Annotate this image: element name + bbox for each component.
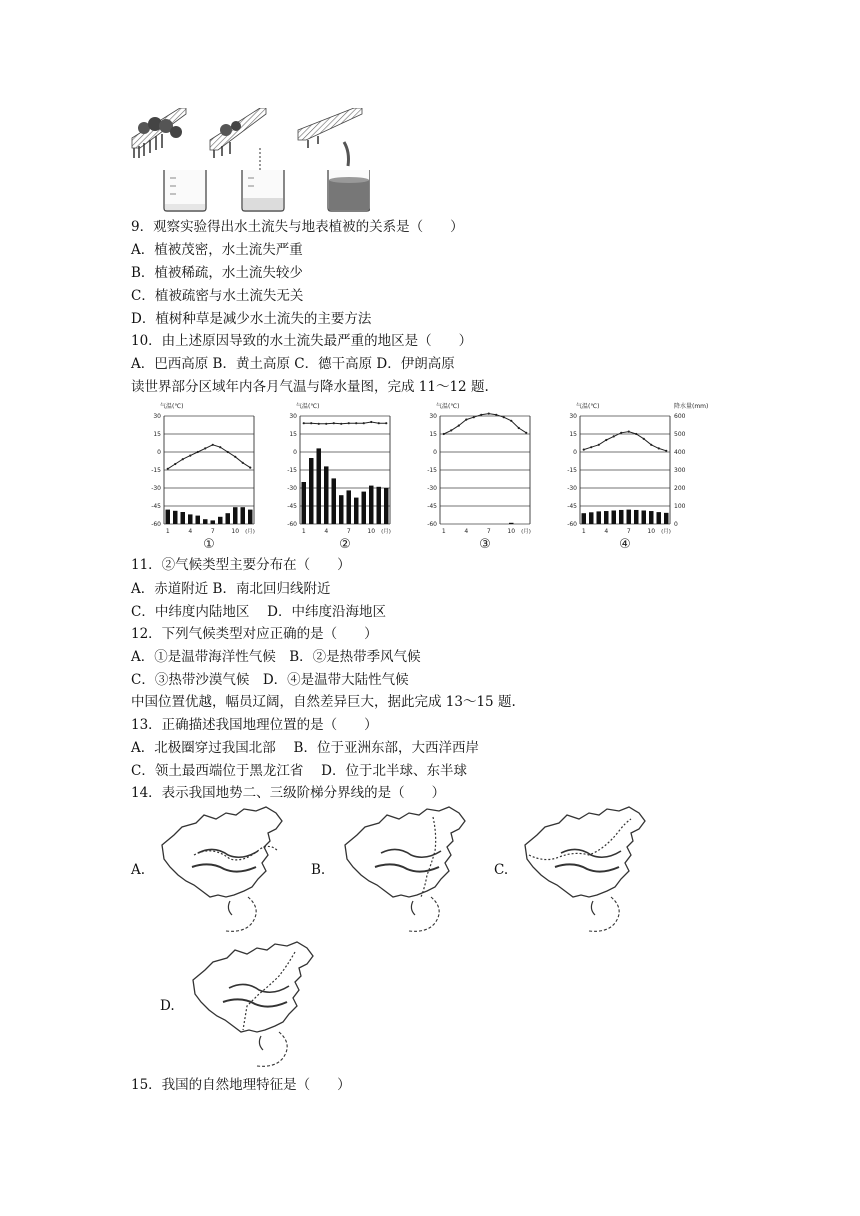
temp-tick-label: -30 — [427, 485, 437, 492]
month-tick-label: 4 — [464, 528, 469, 535]
temp-point — [249, 467, 251, 469]
temp-line — [304, 422, 387, 424]
precip-bar — [597, 511, 602, 524]
temp-point — [450, 429, 452, 431]
q14-option-d-label[interactable]: D. — [160, 998, 175, 1014]
q9-option-b[interactable]: B．植被稀疏，水土流失较少 — [131, 265, 303, 281]
precip-bar — [302, 482, 307, 524]
q10-stem: 10．由上述原因导致的水土流失最严重的地区是（ ） — [131, 333, 473, 349]
precip-tick-label: 400 — [674, 449, 686, 456]
temp-point — [348, 422, 350, 424]
temp-point — [465, 419, 467, 421]
month-unit-label: (月) — [661, 529, 671, 535]
temp-axis-label: 气温(℃) — [160, 403, 184, 410]
month-tick-label: 4 — [604, 528, 609, 535]
month-unit-label: (月) — [521, 529, 531, 535]
slope-bare — [298, 108, 362, 166]
temp-point — [518, 427, 520, 429]
temp-point — [212, 444, 214, 446]
q9-stem: 9．观察实验得出水土流失与地表植被的关系是（ ） — [131, 219, 464, 235]
q12-options-row1[interactable]: A．①是温带海洋性气候 B．②是热带季风气候 — [131, 649, 421, 665]
precip-bar — [233, 507, 238, 524]
temp-tick-label: 15 — [153, 431, 161, 438]
island-outline — [228, 901, 232, 915]
temp-point — [242, 462, 244, 464]
china-map-option-d[interactable] — [183, 940, 333, 1070]
temp-point — [378, 422, 380, 424]
slope-sparse-vegetation — [210, 108, 266, 170]
temp-tick-label: -60 — [287, 521, 297, 528]
q15-stem: 15．我国的自然地理特征是（ ） — [131, 1077, 351, 1093]
temp-point — [167, 468, 169, 470]
temp-point — [665, 450, 667, 452]
precip-bar — [604, 511, 609, 524]
intro-13-15: 中国位置优越，幅员辽阔，自然差异巨大，据此完成 13～15 题. — [131, 694, 516, 710]
temp-point — [363, 422, 365, 424]
precip-bar — [181, 512, 186, 524]
temp-point — [658, 447, 660, 449]
q14-option-c-label[interactable]: C. — [494, 862, 509, 878]
precip-tick-label: 0 — [674, 521, 678, 528]
temp-point — [204, 447, 206, 449]
temp-point — [182, 458, 184, 460]
month-tick-label: 10 — [507, 528, 516, 535]
precip-bar — [354, 498, 359, 524]
precip-tick-label: 600 — [674, 413, 686, 420]
temp-point — [590, 446, 592, 448]
q13-options-row2[interactable]: C．领土最西端位于黑龙江省 D．位于北半球、东半球 — [131, 763, 467, 779]
q10-options[interactable]: A．巴西高原 B．黄土高原 C．德干高原 D．伊朗高原 — [131, 356, 455, 372]
q9-option-a[interactable]: A．植被茂密，水土流失严重 — [131, 242, 303, 258]
q13-stem: 13．正确描述我国地理位置的是（ ） — [131, 717, 378, 733]
precip-bar — [642, 511, 647, 525]
chart-label: ① — [203, 537, 215, 552]
river-line — [381, 849, 441, 857]
temp-tick-label: -15 — [427, 467, 437, 474]
temp-point — [620, 432, 622, 434]
precip-bar — [211, 520, 216, 524]
temp-tick-label: 30 — [289, 413, 297, 420]
temp-point — [219, 446, 221, 448]
river-line — [229, 984, 289, 992]
month-tick-label: 7 — [486, 528, 491, 535]
precip-bar — [309, 458, 314, 524]
q11-stem: 11．②气候类型主要分布在（ ） — [131, 557, 351, 573]
temp-point — [473, 416, 475, 418]
precip-bar — [226, 513, 231, 524]
temp-tick-label: 30 — [153, 413, 161, 420]
temp-point — [598, 444, 600, 446]
temp-line — [168, 445, 251, 469]
temp-tick-label: -60 — [567, 521, 577, 528]
month-tick-label: 7 — [346, 528, 351, 535]
q9-option-c[interactable]: C．植被疏密与水土流失无关 — [131, 288, 304, 304]
intro-11-12: 读世界部分区域年内各月气温与降水量图，完成 11～12 题. — [131, 379, 489, 395]
temp-point — [189, 455, 191, 457]
month-tick-label: 1 — [301, 528, 306, 535]
river-line — [375, 864, 439, 871]
precip-bar — [218, 517, 223, 524]
temp-point — [340, 423, 342, 425]
temp-point — [628, 431, 630, 433]
temp-tick-label: -15 — [567, 467, 577, 474]
temp-axis-label: 气温(℃) — [296, 403, 320, 410]
month-tick-label: 10 — [231, 528, 240, 535]
precip-bar — [612, 511, 617, 525]
temp-tick-label: 30 — [569, 413, 577, 420]
q12-stem: 12．下列气候类型对应正确的是（ ） — [131, 626, 378, 642]
precip-bar — [241, 507, 246, 524]
temp-tick-label: -45 — [151, 503, 161, 510]
precip-bar — [627, 510, 632, 524]
temp-point — [197, 451, 199, 453]
precip-bar — [196, 516, 201, 524]
temp-point — [643, 438, 645, 440]
precip-bar — [203, 519, 208, 524]
river-line — [223, 999, 287, 1006]
temp-point — [227, 451, 229, 453]
temp-point — [318, 423, 320, 425]
temp-point — [613, 435, 615, 437]
temp-point — [605, 439, 607, 441]
month-tick-label: 7 — [210, 528, 215, 535]
temp-point — [370, 421, 372, 423]
precip-bar — [377, 487, 382, 524]
island-outline — [411, 901, 415, 915]
experiment-illustration — [130, 108, 370, 212]
precip-bar — [362, 492, 367, 524]
q14-option-b-label[interactable]: B. — [311, 862, 326, 878]
q14-option-a-label[interactable]: A. — [131, 862, 146, 878]
temp-tick-label: -30 — [151, 485, 161, 492]
temp-tick-label: 15 — [429, 431, 437, 438]
temp-tick-label: -60 — [151, 521, 161, 528]
temp-point — [310, 422, 312, 424]
temp-tick-label: 0 — [433, 449, 437, 456]
precip-bar — [589, 512, 594, 524]
month-tick-label: 10 — [647, 528, 656, 535]
precip-bar — [347, 490, 352, 524]
island-outline — [259, 1036, 263, 1050]
temp-tick-label: 15 — [569, 431, 577, 438]
precip-bar — [173, 511, 178, 524]
precip-bar — [248, 510, 253, 524]
temp-point — [503, 416, 505, 418]
month-tick-label: 10 — [367, 528, 376, 535]
precip-tick-label: 300 — [674, 467, 686, 474]
precip-bar — [509, 523, 514, 524]
temp-tick-label: -30 — [287, 485, 297, 492]
temp-line — [584, 432, 667, 451]
beaker-2 — [242, 170, 284, 211]
slope-dense-vegetation — [132, 108, 186, 158]
q14-stem: 14．表示我国地势二、三级阶梯分界线的是（ ） — [131, 785, 446, 801]
month-tick-label: 7 — [626, 528, 631, 535]
month-tick-label: 1 — [165, 528, 170, 535]
temp-point — [443, 433, 445, 435]
temp-tick-label: -60 — [427, 521, 437, 528]
precip-bar — [649, 511, 654, 524]
precip-bar — [324, 466, 329, 524]
precip-bar — [657, 512, 662, 524]
temp-tick-label: 30 — [429, 413, 437, 420]
temp-point — [385, 422, 387, 424]
precip-bar — [664, 513, 669, 524]
precip-bar — [582, 513, 587, 524]
temp-tick-label: -45 — [287, 503, 297, 510]
precip-tick-label: 500 — [674, 431, 686, 438]
precip-tick-label: 200 — [674, 485, 686, 492]
temp-point — [488, 413, 490, 415]
q11-options-row1[interactable]: A．赤道附近 B．南北回归线附近 — [131, 581, 331, 597]
temp-point — [303, 422, 305, 424]
beaker-1 — [164, 170, 206, 211]
temp-axis-label: 气温(℃) — [436, 403, 460, 410]
precip-bar — [619, 510, 624, 524]
chart-label: ② — [339, 537, 351, 552]
temp-tick-label: -45 — [567, 503, 577, 510]
river-line — [555, 864, 619, 871]
climate-charts — [150, 400, 710, 552]
precip-tick-label: 100 — [674, 503, 686, 510]
temp-tick-label: -45 — [427, 503, 437, 510]
temp-point — [174, 463, 176, 465]
q11-options-row2[interactable]: C．中纬度内陆地区 D．中纬度沿海地区 — [131, 604, 386, 620]
precip-bar — [317, 448, 322, 524]
precip-bar — [166, 510, 171, 524]
island-outline — [591, 901, 595, 915]
month-tick-label: 1 — [581, 528, 586, 535]
chart-label: ③ — [479, 537, 491, 552]
river-line — [561, 849, 621, 857]
temp-tick-label: -30 — [567, 485, 577, 492]
precip-bar — [188, 514, 193, 524]
temp-tick-label: 15 — [289, 431, 297, 438]
temp-tick-label: 0 — [293, 449, 297, 456]
china-map-option-a[interactable] — [152, 805, 302, 935]
precip-bar — [369, 486, 374, 524]
temp-tick-label: 0 — [573, 449, 577, 456]
temp-point — [583, 449, 585, 451]
temp-point — [495, 414, 497, 416]
temp-line — [444, 414, 527, 434]
month-unit-label: (月) — [245, 529, 255, 535]
q13-options-row1[interactable]: A．北极圈穿过我国北部 B．位于亚洲东部，大西洋西岸 — [131, 740, 479, 756]
precip-bar — [332, 478, 337, 524]
month-tick-label: 4 — [188, 528, 193, 535]
precip-bar — [339, 495, 344, 524]
china-map-option-b[interactable] — [335, 805, 485, 935]
temp-point — [355, 422, 357, 424]
q9-option-d[interactable]: D．植树种草是减少水土流失的主要方法 — [131, 311, 372, 327]
temp-point — [650, 444, 652, 446]
precip-axis-label: 降水量(mm) — [674, 403, 709, 410]
temp-point — [525, 432, 527, 434]
month-tick-label: 1 — [441, 528, 446, 535]
river-line — [192, 864, 256, 871]
precip-bar — [384, 488, 389, 524]
china-map-option-c[interactable] — [515, 805, 665, 935]
temp-point — [234, 456, 236, 458]
temp-point — [458, 425, 460, 427]
month-tick-label: 4 — [324, 528, 329, 535]
q12-options-row2[interactable]: C．③热带沙漠气候 D．④是温带大陆性气候 — [131, 672, 409, 688]
month-unit-label: (月) — [381, 529, 391, 535]
temp-point — [325, 423, 327, 425]
temp-point — [333, 422, 335, 424]
temp-point — [480, 414, 482, 416]
temp-tick-label: -15 — [151, 467, 161, 474]
temp-point — [510, 420, 512, 422]
temp-tick-label: 0 — [157, 449, 161, 456]
chart-label: ④ — [619, 537, 631, 552]
temp-tick-label: -15 — [287, 467, 297, 474]
precip-bar — [634, 510, 639, 524]
temp-point — [635, 433, 637, 435]
temp-axis-label: 气温(℃) — [576, 403, 600, 410]
beaker-3 — [328, 170, 370, 211]
